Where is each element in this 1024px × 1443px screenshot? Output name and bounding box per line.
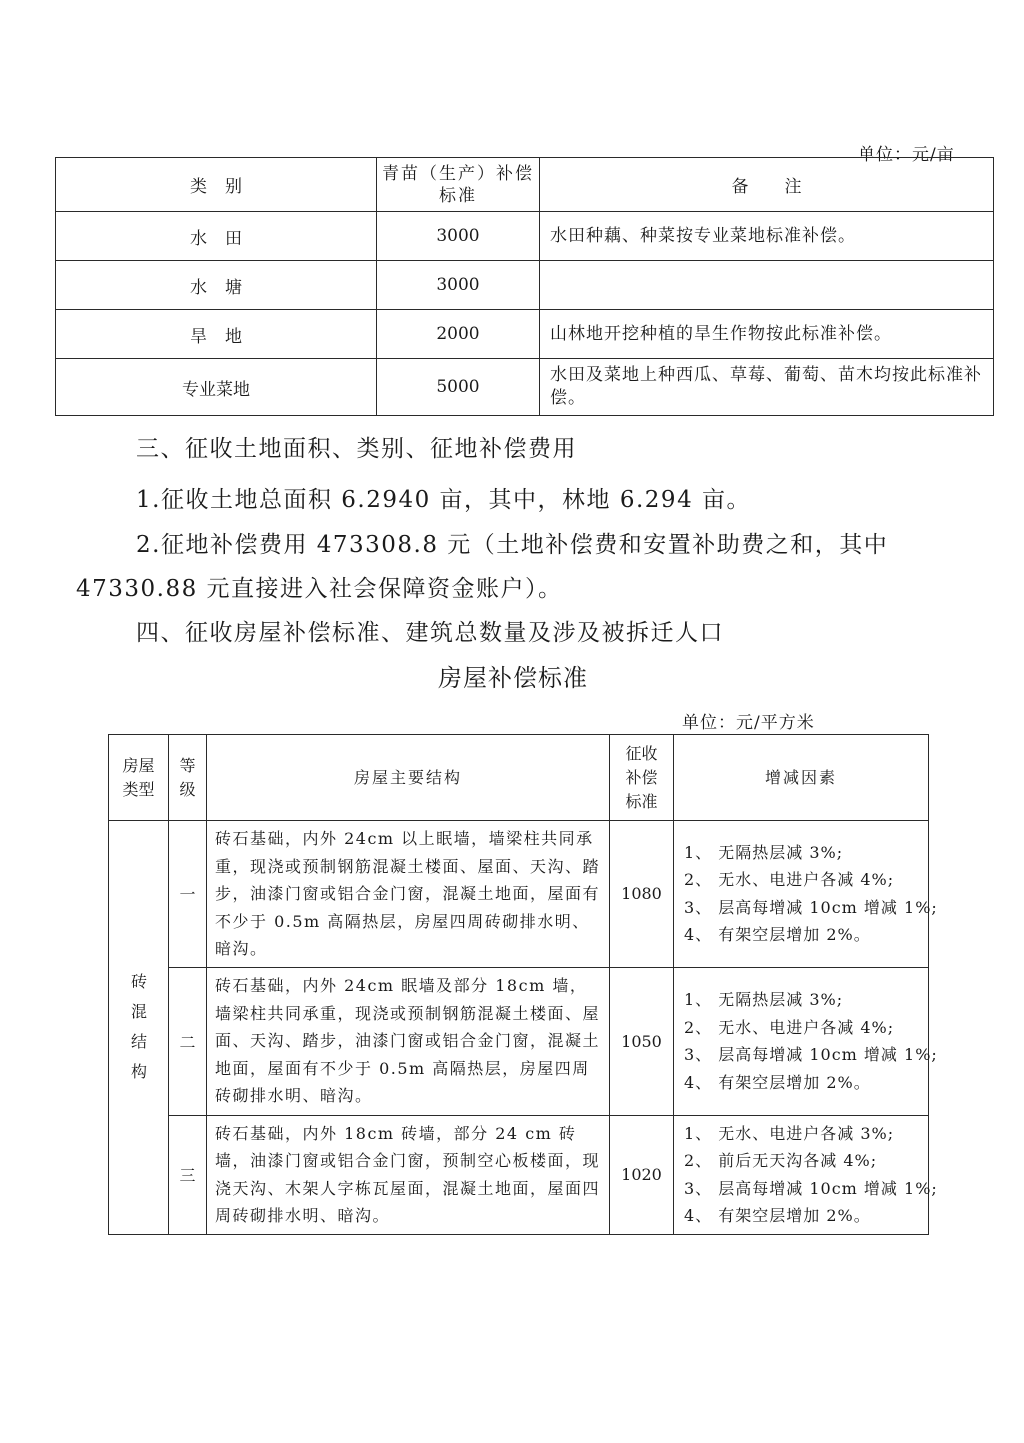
factor-item: 4、 有架空层增加 2%。 bbox=[684, 1206, 871, 1225]
factor-item: 1、 无水、电进户各减 3%; bbox=[684, 1123, 895, 1143]
factor-item: 2、 前后无天沟各减 4%; bbox=[684, 1151, 878, 1170]
cell-structure: 砖石基础，内外 18cm 砖墙，部分 24 cm 砖墙，油漆门窗或铝合金门窗，预制空心板楼面，现浇天沟、木架人字栋瓦屋面，混凝土地面，屋面四周砖砌排水明、暗沟。 bbox=[207, 1115, 610, 1234]
cell-standard: 1020 bbox=[610, 1115, 674, 1234]
table-row bbox=[109, 821, 929, 968]
cell-factors bbox=[674, 821, 938, 968]
factor-item: 2、 无水、电进户各减 4%; bbox=[684, 1017, 895, 1037]
house-compensation-table bbox=[108, 734, 938, 1235]
cell-category: 旱地 bbox=[56, 310, 377, 359]
factor-item: 4、 有架空层增加 2%。 bbox=[684, 925, 871, 945]
cell-grade: 三 bbox=[169, 1115, 207, 1234]
cell-standard: 3000 bbox=[377, 261, 540, 310]
factor-item: 1、 无隔热层减 3%; bbox=[684, 990, 844, 1009]
cell-structure: 砖石基础，内外 24cm 眠墙及部分 18cm 墙，墙梁柱共同承重，现浇或预制钢筋混凝土楼面、屋面、天沟、踏步，油漆门窗或铝合金门窗，混凝土地面，屋面有不少于 0.5m 高隔热层，房屋四周砖砌排水明、暗沟。 bbox=[207, 967, 610, 1115]
table-row bbox=[109, 1115, 929, 1234]
header-structure: 房屋主要结构 bbox=[207, 735, 610, 821]
factor-item: 1、 无隔热层减 3%; bbox=[684, 842, 844, 862]
cell-note: 水田及菜地上种西瓜、草莓、葡萄、苗木均按此标准补偿。 bbox=[540, 359, 994, 416]
table1-unit-label: 单位：元/亩 bbox=[858, 145, 955, 165]
header-factors: 增减因素 bbox=[674, 735, 929, 821]
cell-house-type: 砖混结构 bbox=[109, 821, 169, 1235]
cell-category: 水塘 bbox=[56, 261, 377, 310]
factor-item: 3、 层高每增减 10cm 增减 1%; bbox=[684, 1045, 938, 1064]
section4-heading: 四、征收房屋补偿标准、建筑总数量及涉及被拆迁人口 bbox=[136, 620, 724, 646]
table-row bbox=[56, 212, 994, 261]
cell-factors bbox=[674, 1115, 938, 1234]
header-note: 备注 bbox=[540, 158, 994, 212]
cell-standard: 1080 bbox=[610, 821, 674, 968]
table-row bbox=[56, 261, 994, 310]
cell-factors bbox=[674, 967, 938, 1115]
table2-title: 房屋补偿标准 bbox=[438, 664, 588, 692]
factor-item: 4、 有架空层增加 2%。 bbox=[684, 1072, 871, 1092]
section3-item2-line2: 47330.88 元直接进入社会保障资金账户）。 bbox=[76, 576, 563, 602]
cell-standard: 3000 bbox=[377, 212, 540, 261]
header-standard: 青苗（生产）补偿标准 bbox=[377, 158, 540, 212]
factor-item: 3、 层高每增减 10cm 增减 1%; bbox=[684, 1178, 938, 1198]
cell-standard: 5000 bbox=[377, 359, 540, 416]
section3-item2-line1: 2.征地补偿费用 473308.8 元（土地补偿费和安置补助费之和，其中 bbox=[136, 532, 889, 558]
cell-grade: 二 bbox=[169, 967, 207, 1115]
table-row bbox=[56, 359, 994, 416]
table2-unit-label: 单位：元/平方米 bbox=[682, 713, 815, 733]
header-category: 类别 bbox=[56, 158, 377, 212]
cell-category: 专业菜地 bbox=[56, 359, 377, 416]
cell-note: 水田种藕、种菜按专业菜地标准补偿。 bbox=[540, 212, 994, 261]
section3-heading: 三、征收土地面积、类别、征地补偿费用 bbox=[136, 436, 577, 462]
factor-item: 3、 层高每增减 10cm 增减 1%; bbox=[684, 897, 938, 917]
cell-standard: 1050 bbox=[610, 967, 674, 1115]
header-standard: 征收补偿标准 bbox=[610, 735, 674, 821]
cell-standard: 2000 bbox=[377, 310, 540, 359]
section3-item1: 1.征收土地总面积 6.2940 亩，其中，林地 6.294 亩。 bbox=[136, 487, 752, 513]
table-header-row bbox=[56, 158, 994, 212]
header-house-type: 房屋类型 bbox=[109, 735, 169, 821]
header-grade: 等级 bbox=[169, 735, 207, 821]
seedling-compensation-table bbox=[55, 157, 994, 416]
cell-grade: 一 bbox=[169, 821, 207, 968]
table-row bbox=[56, 310, 994, 359]
cell-note: 山林地开挖种植的旱生作物按此标准补偿。 bbox=[540, 310, 994, 359]
table-header-row bbox=[109, 735, 929, 821]
cell-structure: 砖石基础，内外 24cm 以上眠墙，墙梁柱共同承重，现浇或预制钢筋混凝土楼面、屋面、天沟、踏步，油漆门窗或铝合金门窗，混凝土地面，屋面有不少于 0.5m 高隔热层，房屋四周砖砌排水明、暗沟。 bbox=[207, 821, 610, 968]
table-row bbox=[109, 967, 929, 1115]
cell-note bbox=[540, 261, 994, 310]
cell-category: 水田 bbox=[56, 212, 377, 261]
factor-item: 2、 无水、电进户各减 4%; bbox=[684, 870, 895, 890]
